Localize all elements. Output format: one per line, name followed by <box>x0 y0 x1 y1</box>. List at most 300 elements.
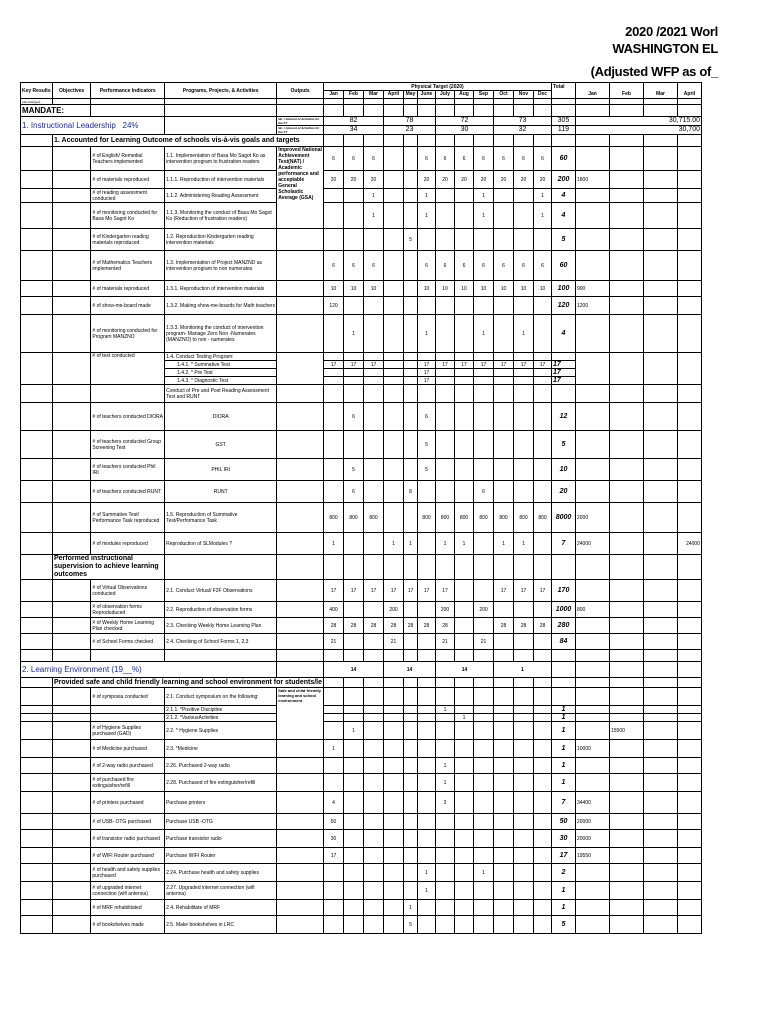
month-value <box>384 900 404 916</box>
month-value: 6 <box>436 251 455 281</box>
budget-value <box>576 147 610 171</box>
table-row <box>21 459 702 481</box>
empty-cell <box>576 662 610 678</box>
empty-cell <box>21 251 53 281</box>
month-value <box>494 792 514 814</box>
month-value: 6 <box>455 251 474 281</box>
performance-indicator: # of show-me-board made <box>91 297 165 315</box>
month-value <box>534 774 552 792</box>
month-value <box>514 848 534 864</box>
performance-indicator: # of materials reproduced <box>91 281 165 297</box>
budget-value <box>610 814 644 830</box>
empty-cell <box>53 481 91 503</box>
empty-cell <box>277 916 324 934</box>
ppa-item: Reproduction of SLModules ? <box>165 533 277 555</box>
month-value: 6 <box>344 147 364 171</box>
month-value: 200 <box>474 602 494 618</box>
month-value: 20 <box>534 171 552 189</box>
month-value <box>324 706 344 714</box>
month-value <box>418 774 436 792</box>
ppa-item: 1.3. Implementation of Project MANZND as intervention program to non numerates <box>165 251 277 281</box>
mandate-row <box>21 105 702 117</box>
ppa-item: 2.4. Checking of School Forms 1, 2,3 <box>165 634 277 650</box>
month-value <box>384 189 404 203</box>
empty-cell <box>514 678 534 688</box>
month-value <box>384 722 404 740</box>
month-value <box>455 900 474 916</box>
budget-value <box>644 315 678 353</box>
empty-cell <box>576 678 610 688</box>
ppa-item: 1.5. Reproduction of Summative Test/Performance Task <box>165 503 277 533</box>
kra-summary-row <box>21 662 702 678</box>
key-results-note: (del.changed) <box>21 99 53 105</box>
budget-month-header: Mar <box>644 91 678 99</box>
ppa-item: 1.4. Conduct Testing Program: <box>165 353 277 361</box>
budget-value <box>678 714 702 722</box>
month-value <box>384 916 404 934</box>
month-value <box>324 229 344 251</box>
empty-cell <box>384 135 404 147</box>
empty-cell <box>364 650 384 662</box>
empty-cell <box>53 251 91 281</box>
month-value <box>436 403 455 431</box>
budget-value <box>678 481 702 503</box>
month-value <box>514 229 534 251</box>
month-value <box>344 774 364 792</box>
month-value: 1 <box>514 315 534 353</box>
month-value: 20 <box>494 171 514 189</box>
month-value <box>324 431 344 459</box>
performance-indicator: # of purchased fire extinguisher/refill <box>91 774 165 792</box>
ppa-item: 1.4.2. * Pre Test <box>165 369 277 377</box>
month-value <box>404 740 418 758</box>
empty-cell <box>552 105 576 117</box>
month-value <box>344 882 364 900</box>
empty-cell <box>21 650 53 662</box>
month-value: 10 <box>324 281 344 297</box>
empty-cell <box>277 315 324 353</box>
month-value <box>455 297 474 315</box>
kra1-note: No. / Amount of Activities for the FY <box>277 117 324 126</box>
empty-cell <box>53 722 91 740</box>
month-value <box>364 533 384 555</box>
empty-cell <box>91 105 165 117</box>
month-value <box>418 688 436 706</box>
month-value <box>455 634 474 650</box>
month-value: 20 <box>324 171 344 189</box>
month-value <box>384 848 404 864</box>
budget-value <box>610 229 644 251</box>
budget-value <box>644 740 678 758</box>
performance-indicator: # of Mathematics Teachers implemented <box>91 251 165 281</box>
month-value <box>514 706 534 714</box>
empty-cell <box>344 353 364 361</box>
month-value <box>418 758 436 774</box>
performance-indicator: # of teachers conducted DIORA <box>91 403 165 431</box>
empty-cell <box>610 678 644 688</box>
budget-value <box>576 774 610 792</box>
empty-cell <box>53 189 91 203</box>
month-value <box>364 377 384 385</box>
month-value <box>474 369 494 377</box>
table-row <box>21 297 702 315</box>
month-value: 17 <box>364 361 384 369</box>
month-value <box>534 722 552 740</box>
month-value <box>474 900 494 916</box>
month-value: 17 <box>324 580 344 602</box>
ppa-item: 2.5. Make bookshelves in LRC <box>165 916 277 934</box>
empty-cell <box>404 105 418 117</box>
month-value <box>455 722 474 740</box>
budget-value <box>576 459 610 481</box>
ppa-item: 1.2. Reproduction Kindergarten reading intervention materials <box>165 229 277 251</box>
empty-cell <box>277 403 324 431</box>
month-value <box>474 740 494 758</box>
month-value <box>514 814 534 830</box>
month-value: 5 <box>418 459 436 481</box>
empty-cell <box>21 135 53 147</box>
month-value <box>364 864 384 882</box>
performance-indicator: # of teachers conducted RUNT <box>91 481 165 503</box>
quarter-total: 73 <box>494 117 552 126</box>
row-total: 84 <box>552 634 576 650</box>
month-value: 17 <box>474 361 494 369</box>
empty-cell <box>21 722 53 740</box>
empty-cell <box>21 634 53 650</box>
budget-value <box>678 431 702 459</box>
empty-cell <box>364 135 384 147</box>
month-value: 21 <box>436 634 455 650</box>
month-value <box>494 722 514 740</box>
month-value <box>364 431 384 459</box>
table-row <box>21 602 702 618</box>
row-total: 17 <box>552 377 576 385</box>
month-value <box>344 297 364 315</box>
empty-cell <box>576 135 610 147</box>
empty-cell <box>165 555 277 580</box>
budget-value <box>610 688 644 706</box>
month-value <box>514 740 534 758</box>
empty-cell <box>404 135 418 147</box>
empty-cell <box>514 353 534 361</box>
month-value: 20 <box>344 171 364 189</box>
budget-value <box>678 147 702 171</box>
performance-indicator: # of English/ Remedial Teachers implemented <box>91 147 165 171</box>
month-value <box>324 189 344 203</box>
empty-cell <box>21 353 53 385</box>
month-value <box>404 503 418 533</box>
empty-cell <box>21 814 53 830</box>
budget-value <box>610 481 644 503</box>
month-value <box>364 369 384 377</box>
empty-cell <box>418 555 436 580</box>
empty-cell <box>21 580 53 602</box>
month-value <box>514 189 534 203</box>
budget-header-blank <box>576 83 610 91</box>
budget-value <box>610 830 644 848</box>
budget-value <box>644 618 678 634</box>
month-value: 28 <box>324 618 344 634</box>
empty-cell <box>21 147 53 171</box>
month-value: 1 <box>418 882 436 900</box>
month-value <box>494 830 514 848</box>
empty-cell <box>21 758 53 774</box>
empty-cell <box>404 678 418 688</box>
empty-cell <box>644 555 678 580</box>
month-value <box>364 385 384 403</box>
budget-value <box>644 830 678 848</box>
table-row <box>21 814 702 830</box>
month-value: 10 <box>364 281 384 297</box>
month-value <box>455 706 474 714</box>
ppa-item: 1.1.2. Administering Reading Assessment <box>165 189 277 203</box>
month-value <box>404 758 418 774</box>
month-value: 1 <box>514 533 534 555</box>
month-value <box>455 916 474 934</box>
month-value <box>534 369 552 377</box>
month-value: 17 <box>436 361 455 369</box>
empty-cell <box>21 688 53 706</box>
month-value <box>404 361 418 369</box>
empty-cell <box>436 105 455 117</box>
empty-cell <box>277 774 324 792</box>
budget-value <box>678 281 702 297</box>
month-value: 21 <box>324 634 344 650</box>
month-value <box>404 203 418 229</box>
month-value <box>514 385 534 403</box>
quarter-total: 82 <box>324 117 384 126</box>
budget-header-blank <box>644 83 678 91</box>
month-value <box>404 714 418 722</box>
month-value <box>436 688 455 706</box>
month-value: 5 <box>418 431 436 459</box>
month-value: 1 <box>474 189 494 203</box>
empty-cell <box>53 580 91 602</box>
month-value <box>344 900 364 916</box>
month-value <box>514 714 534 722</box>
table-row <box>21 229 702 251</box>
empty-cell <box>474 105 494 117</box>
ppa-item: 1.4.1. * Summative Test <box>165 361 277 369</box>
spacer-row <box>21 650 702 662</box>
month-value <box>384 792 404 814</box>
month-value <box>455 229 474 251</box>
performance-indicator: # of MRF rehabilitated <box>91 900 165 916</box>
month-value: 1 <box>418 864 436 882</box>
month-value: 6 <box>344 481 364 503</box>
month-value <box>324 315 344 353</box>
month-value <box>364 403 384 431</box>
empty-cell <box>644 678 678 688</box>
budget-value <box>610 848 644 864</box>
budget-header-blank <box>678 83 702 91</box>
month-value: 17 <box>344 580 364 602</box>
month-value: 800 <box>534 503 552 533</box>
budget-value <box>610 774 644 792</box>
empty-cell <box>384 353 404 361</box>
month-value: 17 <box>494 361 514 369</box>
month-value: 5 <box>404 229 418 251</box>
kra-budget: 30,715.00 <box>576 117 702 126</box>
month-value <box>534 385 552 403</box>
month-value <box>514 882 534 900</box>
budget-value <box>678 171 702 189</box>
ppa-item: 2.24. Purchase health and safety supplies <box>165 864 277 882</box>
month-value <box>324 377 344 385</box>
table-row <box>21 580 702 602</box>
month-value <box>324 864 344 882</box>
empty-cell <box>21 792 53 814</box>
empty-cell <box>324 135 344 147</box>
budget-value <box>644 848 678 864</box>
month-value: 6 <box>455 147 474 171</box>
month-value <box>455 189 474 203</box>
month-value: 28 <box>418 618 436 634</box>
month-header: Sep <box>474 91 494 99</box>
month-value <box>494 385 514 403</box>
table-row <box>21 503 702 533</box>
month-value: 1 <box>364 203 384 229</box>
month-value <box>418 533 436 555</box>
month-value <box>534 740 552 758</box>
budget-value <box>576 706 610 714</box>
empty-cell <box>21 706 53 714</box>
month-value <box>418 740 436 758</box>
budget-value: 1800 <box>576 171 610 189</box>
month-value <box>344 792 364 814</box>
empty-cell <box>494 678 514 688</box>
budget-value <box>644 503 678 533</box>
month-value <box>404 189 418 203</box>
ppa-item: 2.1. Conduct symposium on the following: <box>165 688 277 706</box>
table-row <box>21 385 702 403</box>
empty-cell <box>53 403 91 431</box>
row-total: 1000 <box>552 602 576 618</box>
month-value <box>436 481 455 503</box>
month-value: 10 <box>455 281 474 297</box>
empty-cell <box>21 297 53 315</box>
ppa-item: 2.1.2. *VariousActivities <box>165 714 277 722</box>
month-value <box>534 900 552 916</box>
month-value: 20 <box>436 171 455 189</box>
budget-value <box>644 634 678 650</box>
month-value <box>494 369 514 377</box>
row-total: 5 <box>552 229 576 251</box>
month-value <box>455 369 474 377</box>
budget-value <box>644 900 678 916</box>
ppa-item: 1.3.1. Reproduction of intervention materials <box>165 281 277 297</box>
empty-cell <box>474 555 494 580</box>
budget-value <box>576 203 610 229</box>
month-value <box>384 774 404 792</box>
empty-cell <box>436 678 455 688</box>
month-value <box>324 403 344 431</box>
row-total: 17 <box>552 369 576 377</box>
quarter-total: 1 <box>494 662 552 678</box>
month-value <box>494 814 514 830</box>
month-value <box>324 459 344 481</box>
row-total: 20 <box>552 481 576 503</box>
budget-value <box>678 203 702 229</box>
month-header: Oct <box>494 91 514 99</box>
empty-cell <box>53 916 91 934</box>
month-value <box>455 618 474 634</box>
table-row <box>21 792 702 814</box>
performance-indicator: # of USB- OTG purchased <box>91 814 165 830</box>
empty-cell <box>21 229 53 251</box>
month-value <box>534 431 552 459</box>
performance-indicator: # of WIFI Router purchased <box>91 848 165 864</box>
budget-month-header: April <box>678 91 702 99</box>
row-total <box>552 688 576 706</box>
month-header: Feb <box>344 91 364 99</box>
month-value: 6 <box>344 251 364 281</box>
month-value <box>455 688 474 706</box>
month-value <box>344 203 364 229</box>
month-value <box>514 758 534 774</box>
month-value <box>436 848 455 864</box>
table-row <box>21 431 702 459</box>
month-value <box>384 830 404 848</box>
month-value: 1 <box>418 315 436 353</box>
month-value <box>418 481 436 503</box>
month-value <box>514 459 534 481</box>
month-value <box>455 758 474 774</box>
month-value <box>324 369 344 377</box>
empty-cell <box>21 403 53 431</box>
month-value <box>364 602 384 618</box>
row-total: 4 <box>552 189 576 203</box>
table-row <box>21 281 702 297</box>
month-value <box>404 792 418 814</box>
budget-value: 2000 <box>576 503 610 533</box>
budget-month-header: Feb <box>610 91 644 99</box>
month-value <box>324 688 344 706</box>
budget-value <box>678 618 702 634</box>
month-value <box>494 189 514 203</box>
empty-cell <box>534 678 552 688</box>
month-value: 6 <box>364 147 384 171</box>
month-value: 1 <box>404 533 418 555</box>
budget-value <box>610 533 644 555</box>
empty-cell <box>53 830 91 848</box>
budget-value <box>610 758 644 774</box>
empty-cell <box>552 662 576 678</box>
month-value <box>534 634 552 650</box>
month-value: 6 <box>514 251 534 281</box>
budget-value <box>678 688 702 706</box>
ppa-item: 2.2. * Hygiene Supplies <box>165 722 277 740</box>
month-value: 1 <box>494 533 514 555</box>
budget-value <box>644 714 678 722</box>
empty-cell <box>364 353 384 361</box>
month-value <box>474 580 494 602</box>
month-value <box>494 203 514 229</box>
month-value: 17 <box>418 361 436 369</box>
month-value <box>418 900 436 916</box>
mandate-label: MANDATE: <box>21 105 91 117</box>
month-value <box>436 385 455 403</box>
empty-cell <box>53 848 91 864</box>
month-value <box>455 377 474 385</box>
month-value <box>436 431 455 459</box>
empty-cell <box>344 650 364 662</box>
empty-cell <box>53 706 91 714</box>
month-value <box>494 882 514 900</box>
month-value: 17 <box>514 580 534 602</box>
report-title: 2020 /2021 Worl <box>625 24 718 39</box>
month-value <box>384 229 404 251</box>
